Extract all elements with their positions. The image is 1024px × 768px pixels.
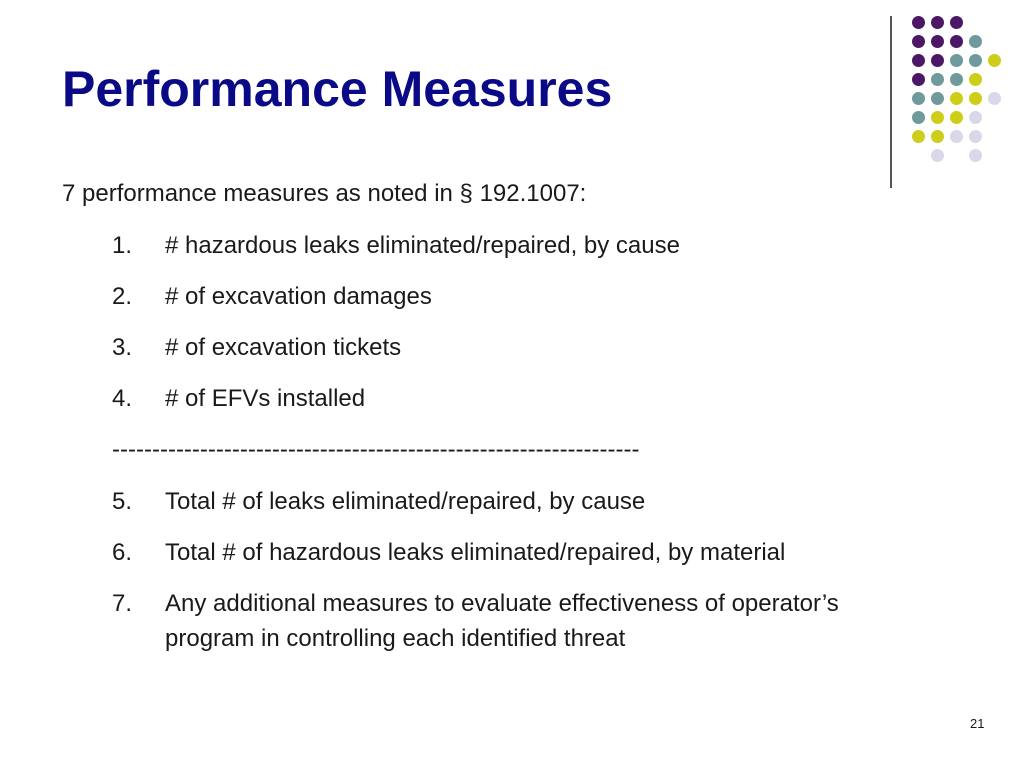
- decorative-dot: [931, 35, 944, 48]
- decorative-dot: [969, 73, 982, 86]
- decorative-dot: [931, 16, 944, 29]
- decorative-dot: [931, 54, 944, 67]
- title-divider-line: [890, 16, 892, 188]
- list-item-text: # of EFVs installed: [165, 385, 366, 412]
- decorative-dot: [912, 111, 925, 124]
- list-item: [112, 586, 915, 656]
- decorative-dot: [950, 54, 963, 67]
- dashed-separator: ------------------------------------------------------------------: [112, 436, 640, 463]
- decorative-dot: [969, 92, 982, 105]
- decorative-dot: [931, 92, 944, 105]
- list-item: [112, 279, 915, 314]
- decorative-dot: [931, 149, 944, 162]
- list-item-number: 4.: [112, 385, 133, 412]
- decorative-dot: [931, 130, 944, 143]
- decorative-dot: [950, 92, 963, 105]
- decorative-dot: [969, 149, 982, 162]
- decorative-dot: [969, 111, 982, 124]
- list-item-text: # hazardous leaks eliminated/repaired, by cause: [165, 232, 680, 259]
- decorative-dot: [969, 54, 982, 67]
- list-item-number: 6.: [112, 539, 133, 566]
- list-item: [112, 330, 915, 365]
- list-item-number: 2.: [112, 283, 133, 310]
- decorative-dot: [931, 111, 944, 124]
- list-item-text: Any additional measures to evaluate effectiveness of operator’s program in controlling each identified threat: [165, 590, 839, 652]
- decorative-dot: [912, 54, 925, 67]
- decorative-dot: [950, 35, 963, 48]
- decorative-dot: [988, 92, 1001, 105]
- list-item: [112, 381, 915, 416]
- decorative-dot: [950, 73, 963, 86]
- decorative-dot: [969, 130, 982, 143]
- decorative-dot: [988, 54, 1001, 67]
- decorative-dot: [912, 35, 925, 48]
- list-item-number: 3.: [112, 334, 133, 361]
- list-item-number: 5.: [112, 488, 133, 515]
- decorative-dot: [950, 111, 963, 124]
- list-item-text: # of excavation damages: [165, 283, 432, 310]
- decorative-dot: [912, 130, 925, 143]
- list-item-text: # of excavation tickets: [165, 334, 402, 361]
- list-item: [112, 484, 915, 519]
- decorative-dot: [912, 73, 925, 86]
- list-item: [112, 535, 915, 570]
- decorative-dot: [912, 16, 925, 29]
- list-item-text: Total # of leaks eliminated/repaired, by cause: [165, 488, 646, 515]
- list-item-text: Total # of hazardous leaks eliminated/repaired, by material: [165, 539, 786, 566]
- decorative-dot: [969, 35, 982, 48]
- decorative-dot: [950, 16, 963, 29]
- page-number: 21: [970, 716, 985, 731]
- list-item-number: 7.: [112, 590, 133, 617]
- slide-title: Performance Measures: [62, 61, 613, 117]
- intro-text: 7 performance measures as noted in § 192.1007:: [62, 180, 587, 207]
- decorative-dot: [931, 73, 944, 86]
- list-item: [112, 228, 915, 263]
- decorative-dot: [912, 92, 925, 105]
- list-item-number: 1.: [112, 232, 133, 259]
- decorative-dot: [950, 130, 963, 143]
